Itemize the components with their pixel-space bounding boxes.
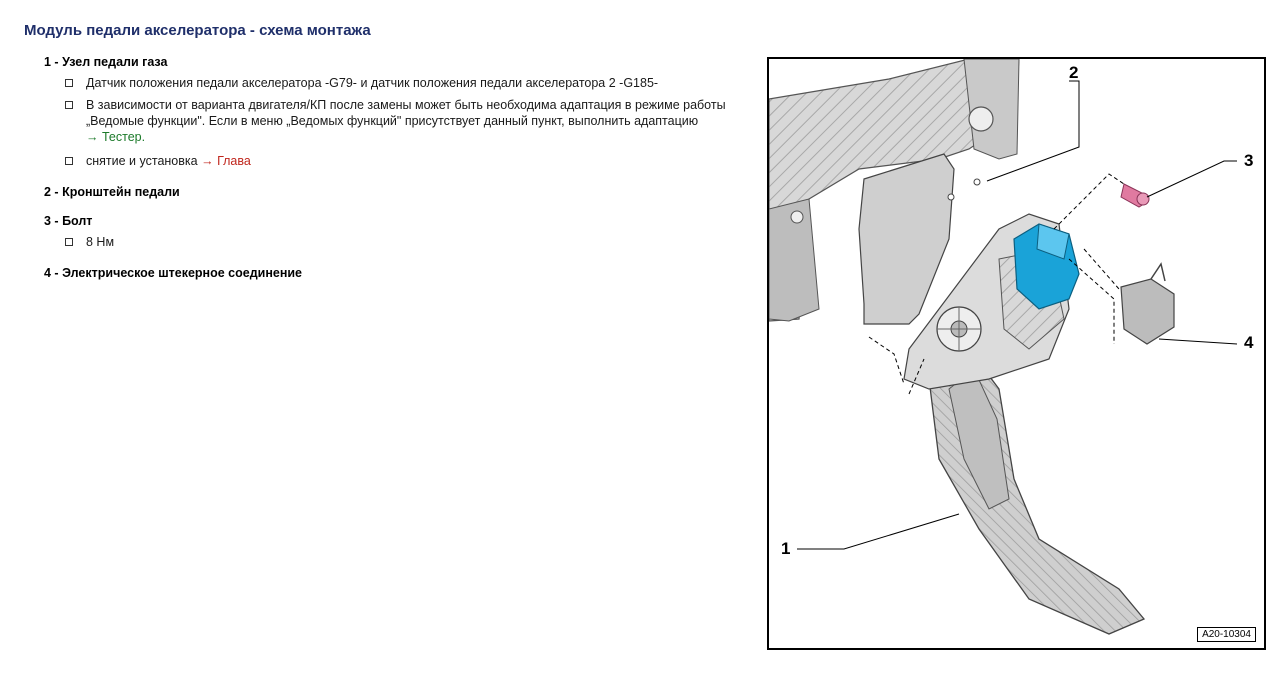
chapter-link[interactable]: → Глава [201,154,251,168]
item-label: Электрическое штекерное соединение [62,266,303,280]
bullet-square-icon [65,238,73,246]
electrical-connector [1121,264,1174,344]
item-separator: - [50,55,63,69]
item-separator: - [50,185,63,199]
bullet-square-icon [65,157,73,165]
item-label: Болт [62,214,93,228]
item-4-heading [44,266,302,280]
item-3-bullets [44,234,746,250]
callout-2: 2 [1069,63,1079,82]
item-1-heading [44,55,746,69]
bolt [1121,184,1149,207]
callout-1: 1 [781,539,791,558]
bullet-item: В зависимости от варианта двигателя/КП после замены может быть необходима адаптация в режиме работы „Ведомые функции". Если в меню „Ведомых функций" присутствует данный пункт, выполнить адаптацию → Тестер. [44,97,746,145]
figure-id-label: A20-10304 [1197,627,1256,642]
item-3 [44,214,746,250]
item-separator: - [50,214,63,228]
page-title: Модуль педали акселератора - схема монтажа [24,22,371,39]
assembly-diagram [767,57,1266,650]
callout-3: 3 [1244,151,1254,170]
item-1 [44,55,746,169]
item-number: 2 [44,185,51,199]
item-separator: - [50,266,63,280]
item-1-bullets [44,75,746,169]
item-2-heading [44,185,180,199]
item-2 [44,185,180,199]
accelerator-pedal [929,349,1144,634]
callout-4: 4 [1244,333,1254,352]
item-label: Кронштейн педали [62,185,180,199]
item-4 [44,266,302,280]
item-number: 4 [44,266,51,280]
item-3-heading [44,214,746,228]
tester-link[interactable]: → Тестер. [86,130,146,144]
bullet-square-icon [65,79,73,87]
bullet-item: снятие и установка → Глава [44,153,746,169]
item-number: 3 [44,214,51,228]
item-number: 1 [44,55,51,69]
bullet-square-icon [65,101,73,109]
item-label: Узел педали газа [62,55,168,69]
bullet-item: 8 Нм [44,234,746,250]
bullet-item: Датчик положения педали акселератора -G79- и датчик положения педали акселератора 2 -G185- [44,75,746,91]
pedal-illustration [769,59,1266,650]
